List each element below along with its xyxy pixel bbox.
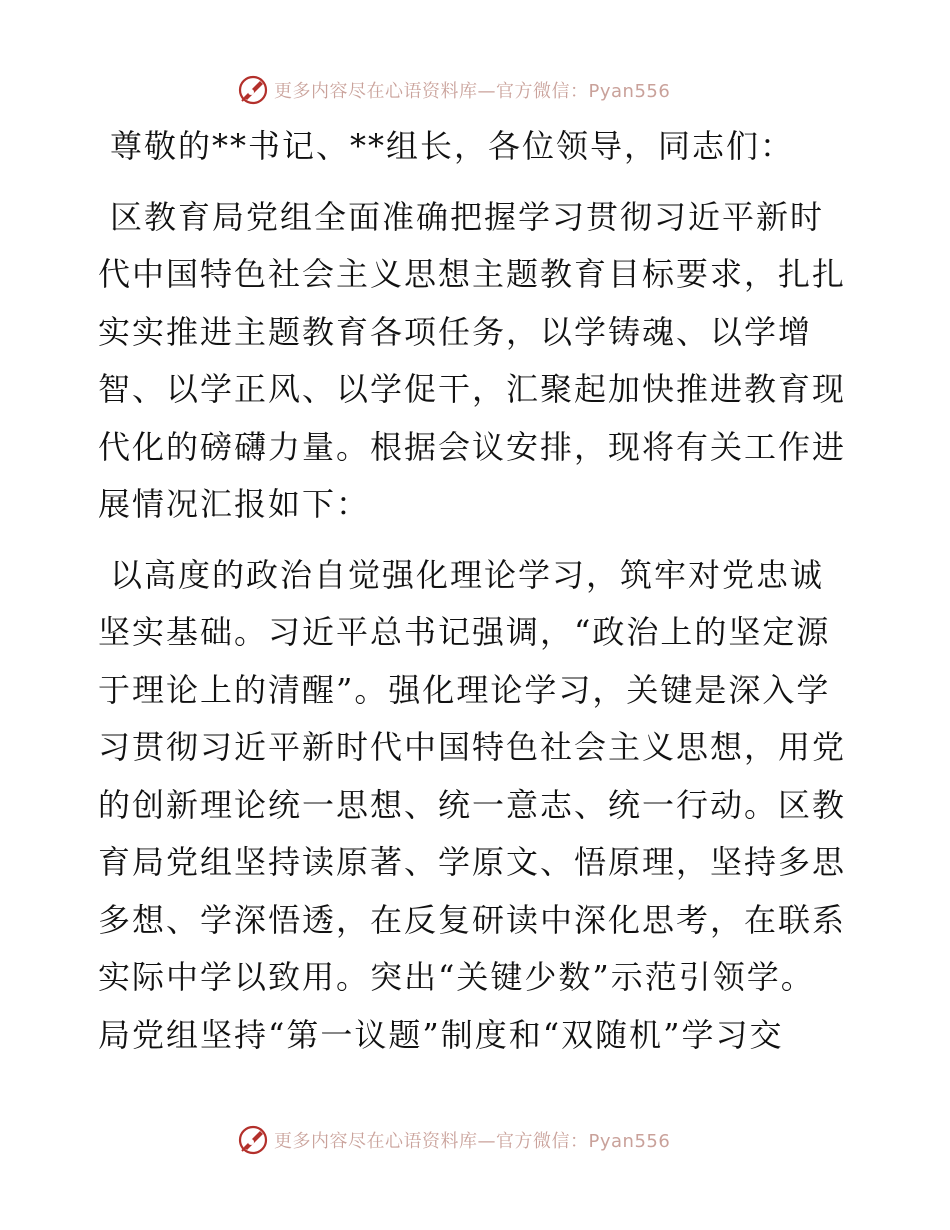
document-body [98,118,858,1064]
text-line: 智、以学正风、以学促干，汇聚起加快推进教育现 [98,370,847,408]
text-line: 于理论上的清醒”。强化理论学习，关键是深入学 [98,670,831,709]
text-line: 以高度的政治自觉强化理论学习，筑牢对党忠诚 [110,555,825,594]
text-line: 实际中学以致用。突出“关键少数”示范引领学。 [98,958,815,996]
text-line: 的创新理论统一思想、统一意志、统一行动。区教 [98,785,847,824]
brand-logo-icon [236,1123,270,1157]
text-line: 代中国特色社会主义思想主题教育目标要求，扎扎 [98,255,847,293]
bottom-watermark-banner [236,1122,670,1158]
text-line: 多想、学深悟透，在反复研读中深化思考，在联系 [98,900,847,939]
text-line: 展情况汇报如下： [98,485,371,523]
paragraph-1 [98,189,858,534]
text-line: 实实推进主题教育各项任务，以学铸魂、以学增 [98,312,813,351]
paragraph-2 [98,547,858,1065]
text-line: 习贯彻习近平新时代中国特色社会主义思想，用党 [98,728,847,766]
text-line: 局党组坚持“第一议题”制度和“双随机”学习交 [98,1015,784,1054]
watermark-text: 更多内容尽在心语资料库—官方微信：Pyan556 [274,81,671,102]
text-line: 育局党组坚持读原著、学原文、悟原理，坚持多思 [98,843,847,881]
top-watermark-banner [236,72,670,108]
text-line: 代化的磅礴力量。根据会议安排，现将有关工作进 [98,427,847,466]
greeting-line: 尊敬的**书记、**组长，各位领导，同志们： [110,127,795,165]
text-line: 区教育局党组全面准确把握学习贯彻习近平新时 [110,197,825,236]
brand-logo-icon [236,73,270,107]
watermark-text: 更多内容尽在心语资料库—官方微信：Pyan556 [274,1131,671,1152]
text-line: 坚实基础。习近平总书记强调，“政治上的坚定源 [98,613,831,651]
